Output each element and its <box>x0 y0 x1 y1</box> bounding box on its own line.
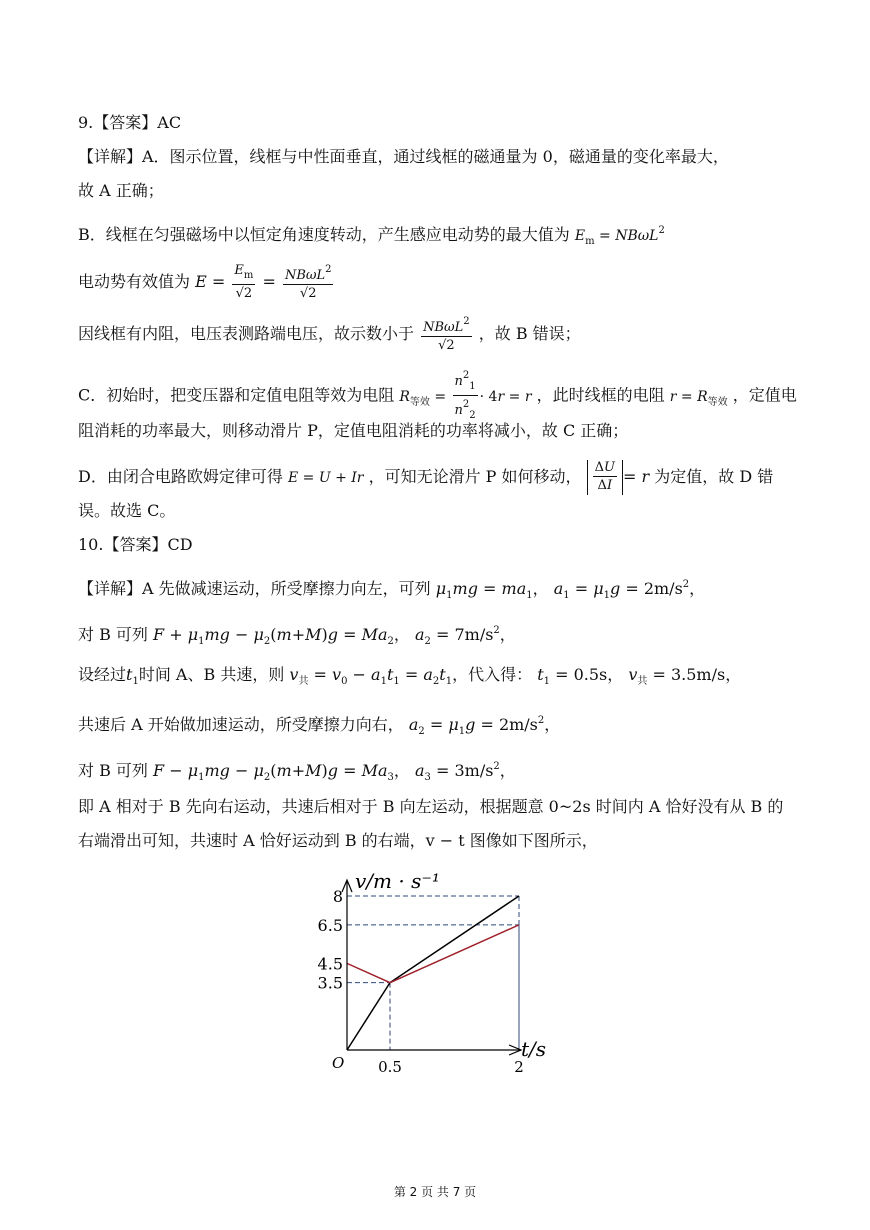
q10-heading: 10.【答案】CD <box>78 535 193 554</box>
q9-line-6b: ，此时线框的电阻 <box>536 385 665 405</box>
voltage-bound-formula: $\frac{NB\omega L^2}{√2}$ <box>423 316 470 353</box>
q9-line-7: 阻消耗的功率最大，则移动滑片 P，定值电阻消耗的功率将减小，故 C 正确； <box>78 421 629 440</box>
q10-line-2a: 对 B 可列 <box>78 625 148 644</box>
equivalent-resistance-formula: $R_{等效}$ = $\frac{n^2_1}{n^2_2}$ · 4r = r <box>399 370 532 421</box>
y-tick-label: 6.5 <box>317 915 343 935</box>
q9-line-3-text: B．线框在匀强磁场中以恒定角速度转动，产生感应电动势的最大值为 <box>78 225 570 244</box>
ohm-law-formula: E = U + Ir <box>287 470 364 486</box>
y-tick-label: 8 <box>332 887 343 906</box>
series-line-0 <box>347 896 519 1050</box>
emf-max-formula: $E_m = NB\omega L^2$ <box>574 225 665 247</box>
q10-line-6: 即 A 相对于 B 先向右运动，共速后相对于 B 向左运动，根据题意 0~2s 时间内 A 恰好没有从 B 的 <box>78 797 784 816</box>
q10-line-1: 【详解】A 先做减速运动，所受摩擦力向左，可列 $\mu_1mg = ma_1$， $a_1 = \mu_1g = 2m/s^2$， <box>78 579 706 601</box>
page-footer: 第 2 页 共 7 页 <box>393 1185 477 1199</box>
q10-line-4a: 共速后 A 开始做加速运动，所受摩擦力向右， <box>78 715 404 734</box>
delta-ratio-formula: $\frac{\Delta U}{\Delta I}$ <box>587 460 623 495</box>
q9-line-2: 故 A 正确； <box>78 181 164 200</box>
q9-line-6 <box>78 368 797 425</box>
q9-line-5b: ，故 B 错误； <box>478 324 581 343</box>
chart-guides <box>347 896 519 1050</box>
y-axis-label: v/m · s⁻¹ <box>355 869 440 893</box>
q9-line-8b: ，可知无论滑片 P 如何移动， <box>368 467 582 486</box>
y-tick-label: 4.5 <box>317 954 343 974</box>
q9-heading: 9.【答案】AC <box>78 113 182 132</box>
q10-line-3b: 时间 A、B 共速，则 <box>138 665 285 684</box>
q10-line-4: 共速后 A 开始做加速运动，所受摩擦力向右， $a_2 = \mu_1g = 2m/s^2$， <box>78 715 561 737</box>
q10-line-3: 设经过$t_1$时间 A、B 共速，则 $v_共 = v_0 - a_1t_1 = a_2t_1$，代入得： $t_1 = 0.5s$， $v_共 = 3.5m/s$， <box>78 665 742 687</box>
q10-line-5: 对 B 可列 $F - \mu_1mg - \mu_2(m+M)g = Ma_3$， $a_3 = 3m/s^2$， <box>78 761 516 783</box>
q9-line-8a: D．由闭合电路欧姆定律可得 <box>78 467 283 486</box>
v-t-chart <box>315 862 575 1082</box>
q10-line-3c: ，代入得： <box>452 665 533 684</box>
q9-line-6c: ，定值电 <box>732 385 797 405</box>
q9-line-6a: C．初始时，把变压器和定值电阻等效为电阻 <box>78 385 395 405</box>
q9-line-5a: 因线框有内阻，电压表测路端电压，故示数小于 <box>78 324 415 343</box>
y-tick-label: 3.5 <box>317 973 343 993</box>
q9-line-5 <box>78 314 581 355</box>
origin-label: O <box>332 1054 345 1072</box>
q9-line-8: D．由闭合电路欧姆定律可得 E = U + Ir ，可知无论滑片 P 如何移动， $\frac{\Delta U}{\Delta I}$ = r 为定值，故 D 错 <box>78 460 774 493</box>
q9-line-1: 【详解】A．图示位置，线框与中性面垂直，通过线框的磁通量为 0，磁通量的变化率最大， <box>78 147 729 166</box>
q10-line-2: 对 B 可列 $F + \mu_1mg - \mu_2(m+M)g = Ma_2$， $a_2 = 7m/s^2$， <box>78 625 516 647</box>
x-tick-label: 2 <box>514 1058 524 1076</box>
emf-rms-formula: E = $\frac{E_m}{√2}$ = $\frac{NB\omega L^2}{√2}$ <box>195 262 332 301</box>
q9-line-9: 误。故选 C。 <box>78 501 176 520</box>
q9-line-3 <box>78 220 665 253</box>
q10-line-7: 右端滑出可知，共速时 A 恰好运动到 B 的右端，v − t 图像如下图所示， <box>78 831 598 850</box>
q9-line-8c: 为定值，故 D 错 <box>654 467 774 486</box>
q10-line-5a: 对 B 可列 <box>78 761 148 780</box>
x-tick-label: 0.5 <box>378 1058 402 1076</box>
chart-series <box>347 896 519 1050</box>
q10-line-1a: 【详解】A 先做减速运动，所受摩擦力向左，可列 <box>78 579 431 598</box>
internal-resistance-formula: $r = R_{等效}$ <box>669 388 728 408</box>
q9-line-4-text: 电动势有效值为 <box>78 272 191 291</box>
x-axis-label: t/s <box>521 1037 547 1061</box>
q10-line-3a: 设经过 <box>78 665 127 684</box>
q9-line-4 <box>78 262 335 303</box>
